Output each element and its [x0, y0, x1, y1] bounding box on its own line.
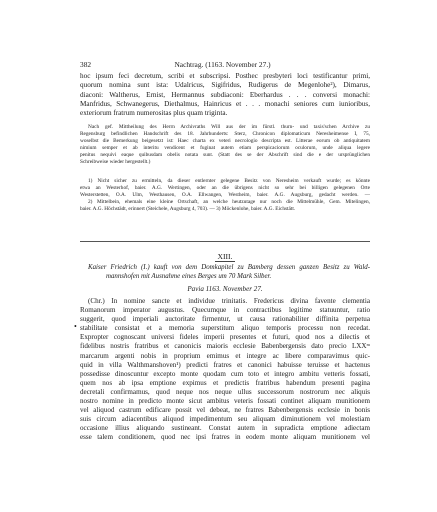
margin-mark: • — [74, 322, 77, 331]
text-line: (Chr.) In nomine sancte et individue trinitatis. Fredericus divina favente clementia — [88, 297, 370, 305]
text-line: Expropter cognoscant universi fideles imperii presentes et futuri, quod nos a dilectis et — [80, 333, 370, 342]
text-line: suggerit, quod imperiali auctoritate firmentur, ut causa rationabiliter diffinita perpetua — [80, 315, 370, 324]
text-line: suis circum adiacentibus aliquod impedimentum seu aliquam diminutionem vel molestiam — [80, 415, 370, 424]
text-line: esse talem conditionem, quod nec ipsi fratres in eodem monte aliquam munitionem vel — [80, 433, 370, 442]
footnote-line: baier. A.G. Höchstädt, erinnert (Steichele, Augsburg 4, 703). — 3) Möckenlohe, baier. A.G. Eichstätt. — [80, 206, 296, 213]
footnote-line: Westerstetten, O.A. Ulm, Westhausen, O.A. Ellwangen, Westheim, baier. A.G. Augsburg, gedacht werden. — — [80, 192, 370, 199]
summary-line: mannshofen mit Ausnahme eines Berges um 70 Mark Silber. — [106, 273, 272, 280]
document-summary — [80, 263, 370, 281]
text-line: fidelibus nostris fratribus et canonicis maioris ecclesie Babenbergensis dato precio LXXᵐ — [80, 342, 370, 351]
page-number: 382 — [80, 60, 92, 69]
charter-text — [80, 297, 370, 443]
text-line: diaconi: Waltherus, Ernist, Hermannus subdiaconi: Eberhardus . . . conversi monachi: — [80, 90, 370, 99]
summary-line: Kaiser Friedrich (I.) kauft von dem Domkapitel zu Bamberg dessen ganzen Besitz zu Wald- — [88, 264, 370, 271]
text-line: possedisse dinoscuntur excepto monte quodam cum toto et integro ambitu vetteris fossati, — [80, 369, 370, 378]
footnote-line: nimium semper et ab interitu vendicent et fuginat autem etiam perspicaciorum oculorum, unde aliqua legere — [80, 145, 370, 152]
text-line: quid in villa Walthmanshoven¹) predicti fratres et canonici habuisse teruisse et hactenus — [80, 360, 370, 369]
footnote-line: woselbst die Bemerkung beigesetzt ist: Haec charta ex veteri necrologio descripta est. Litterae eorum ob antiquitatem — [80, 138, 370, 145]
footnote-line: 1) Nicht sicher zu ermitteln, da dieser entlernter gelegene Besitz von Neresheim verkauft wurde; es könnte — [88, 178, 370, 184]
text-line: occasione illius aliquando sustineant. Constat autem in supradicta emptione adiectam — [80, 424, 370, 433]
text-line: quem nos ab ipsa emptione expimus et predictis fratribus habendum presenti pagina — [80, 378, 370, 387]
footnote-line: Schreibweise wieder hergestellt.) — [80, 159, 151, 166]
text-line: stabilitate consistat et a memoria superstitum aliquo temporis processu non recedat. — [80, 324, 370, 333]
footnote-line: 2) Mittelbein, ehemals eine kleine Ortschaft, an welche heutzutage nur noch die Mittelmühle, Gem. Mitelingen, — [88, 199, 370, 206]
footnote-line: penitus nequivi eaque quibusdam obelis notata sunt. (Statt des se der Abschrift sind die e der ursprünglichen — [80, 152, 370, 159]
document-number: XIII. — [80, 252, 370, 261]
text-line: vel aliquod castrum edificare possit vel debeat, ne fratres Babenbergensis ecclesie in bonis — [80, 406, 370, 415]
section-divider — [80, 241, 370, 242]
source-note — [80, 124, 370, 167]
page-header — [80, 60, 370, 69]
footnote-line: Nach gef. Mittheilung des Herrn Archivraths Will aus der im fürstl. thurn- und taxis'schen Archive zu — [88, 124, 370, 130]
footnotes — [80, 178, 370, 213]
text-line: decretali confirmamus, quod neque nos neque ullus successorum nostrorum nec aliquis — [80, 387, 370, 396]
text-line: hoc ipsum feci decretum, scribi et subscripsi. Posthec presbyteri loci testificantur primi, — [80, 72, 370, 80]
text-line: Manfridus, Schwanegerus, Diethalmus, Hainricus et . . . monachi seniores cum iunioribus, — [80, 99, 370, 108]
text-line: marcarum argenti nobis in proprium emimus et integre ac libere comparavimus quic- — [80, 351, 370, 360]
text-line: Romanorum imperator augustus. Quecumque in contractibus legitime statuuntur, ratio — [80, 306, 370, 315]
footnote-line: etwa an Westerhof, baier. A.G. Wertingen, oder an die übrigens nicht so sehr bei billigen gelegenen Orte — [80, 185, 370, 192]
footnote-line: Regensburg befindlichen Handschrift des 18. Jahrhunderts: Sterz, Chronicon diplomaticum Neresheimense I, 75, — [80, 131, 370, 138]
text-line: nostro nomine in predicto monte sicut ambitus veteris fossati continet aliquam munitionem — [80, 397, 370, 406]
place-and-date: Pavia 1163. November 27. — [187, 285, 263, 293]
text-line: exteriorum fratrum numerositas plus quam triginta. — [80, 109, 228, 118]
previous-document-text — [80, 72, 370, 118]
text-line: quorum nomina sunt ista: Udalricus, Sigifridus, Rudigerus de Megenlohe²), Dimarus, — [80, 81, 370, 90]
running-title: Nachtrag. (1163. November 27.) — [174, 60, 271, 69]
